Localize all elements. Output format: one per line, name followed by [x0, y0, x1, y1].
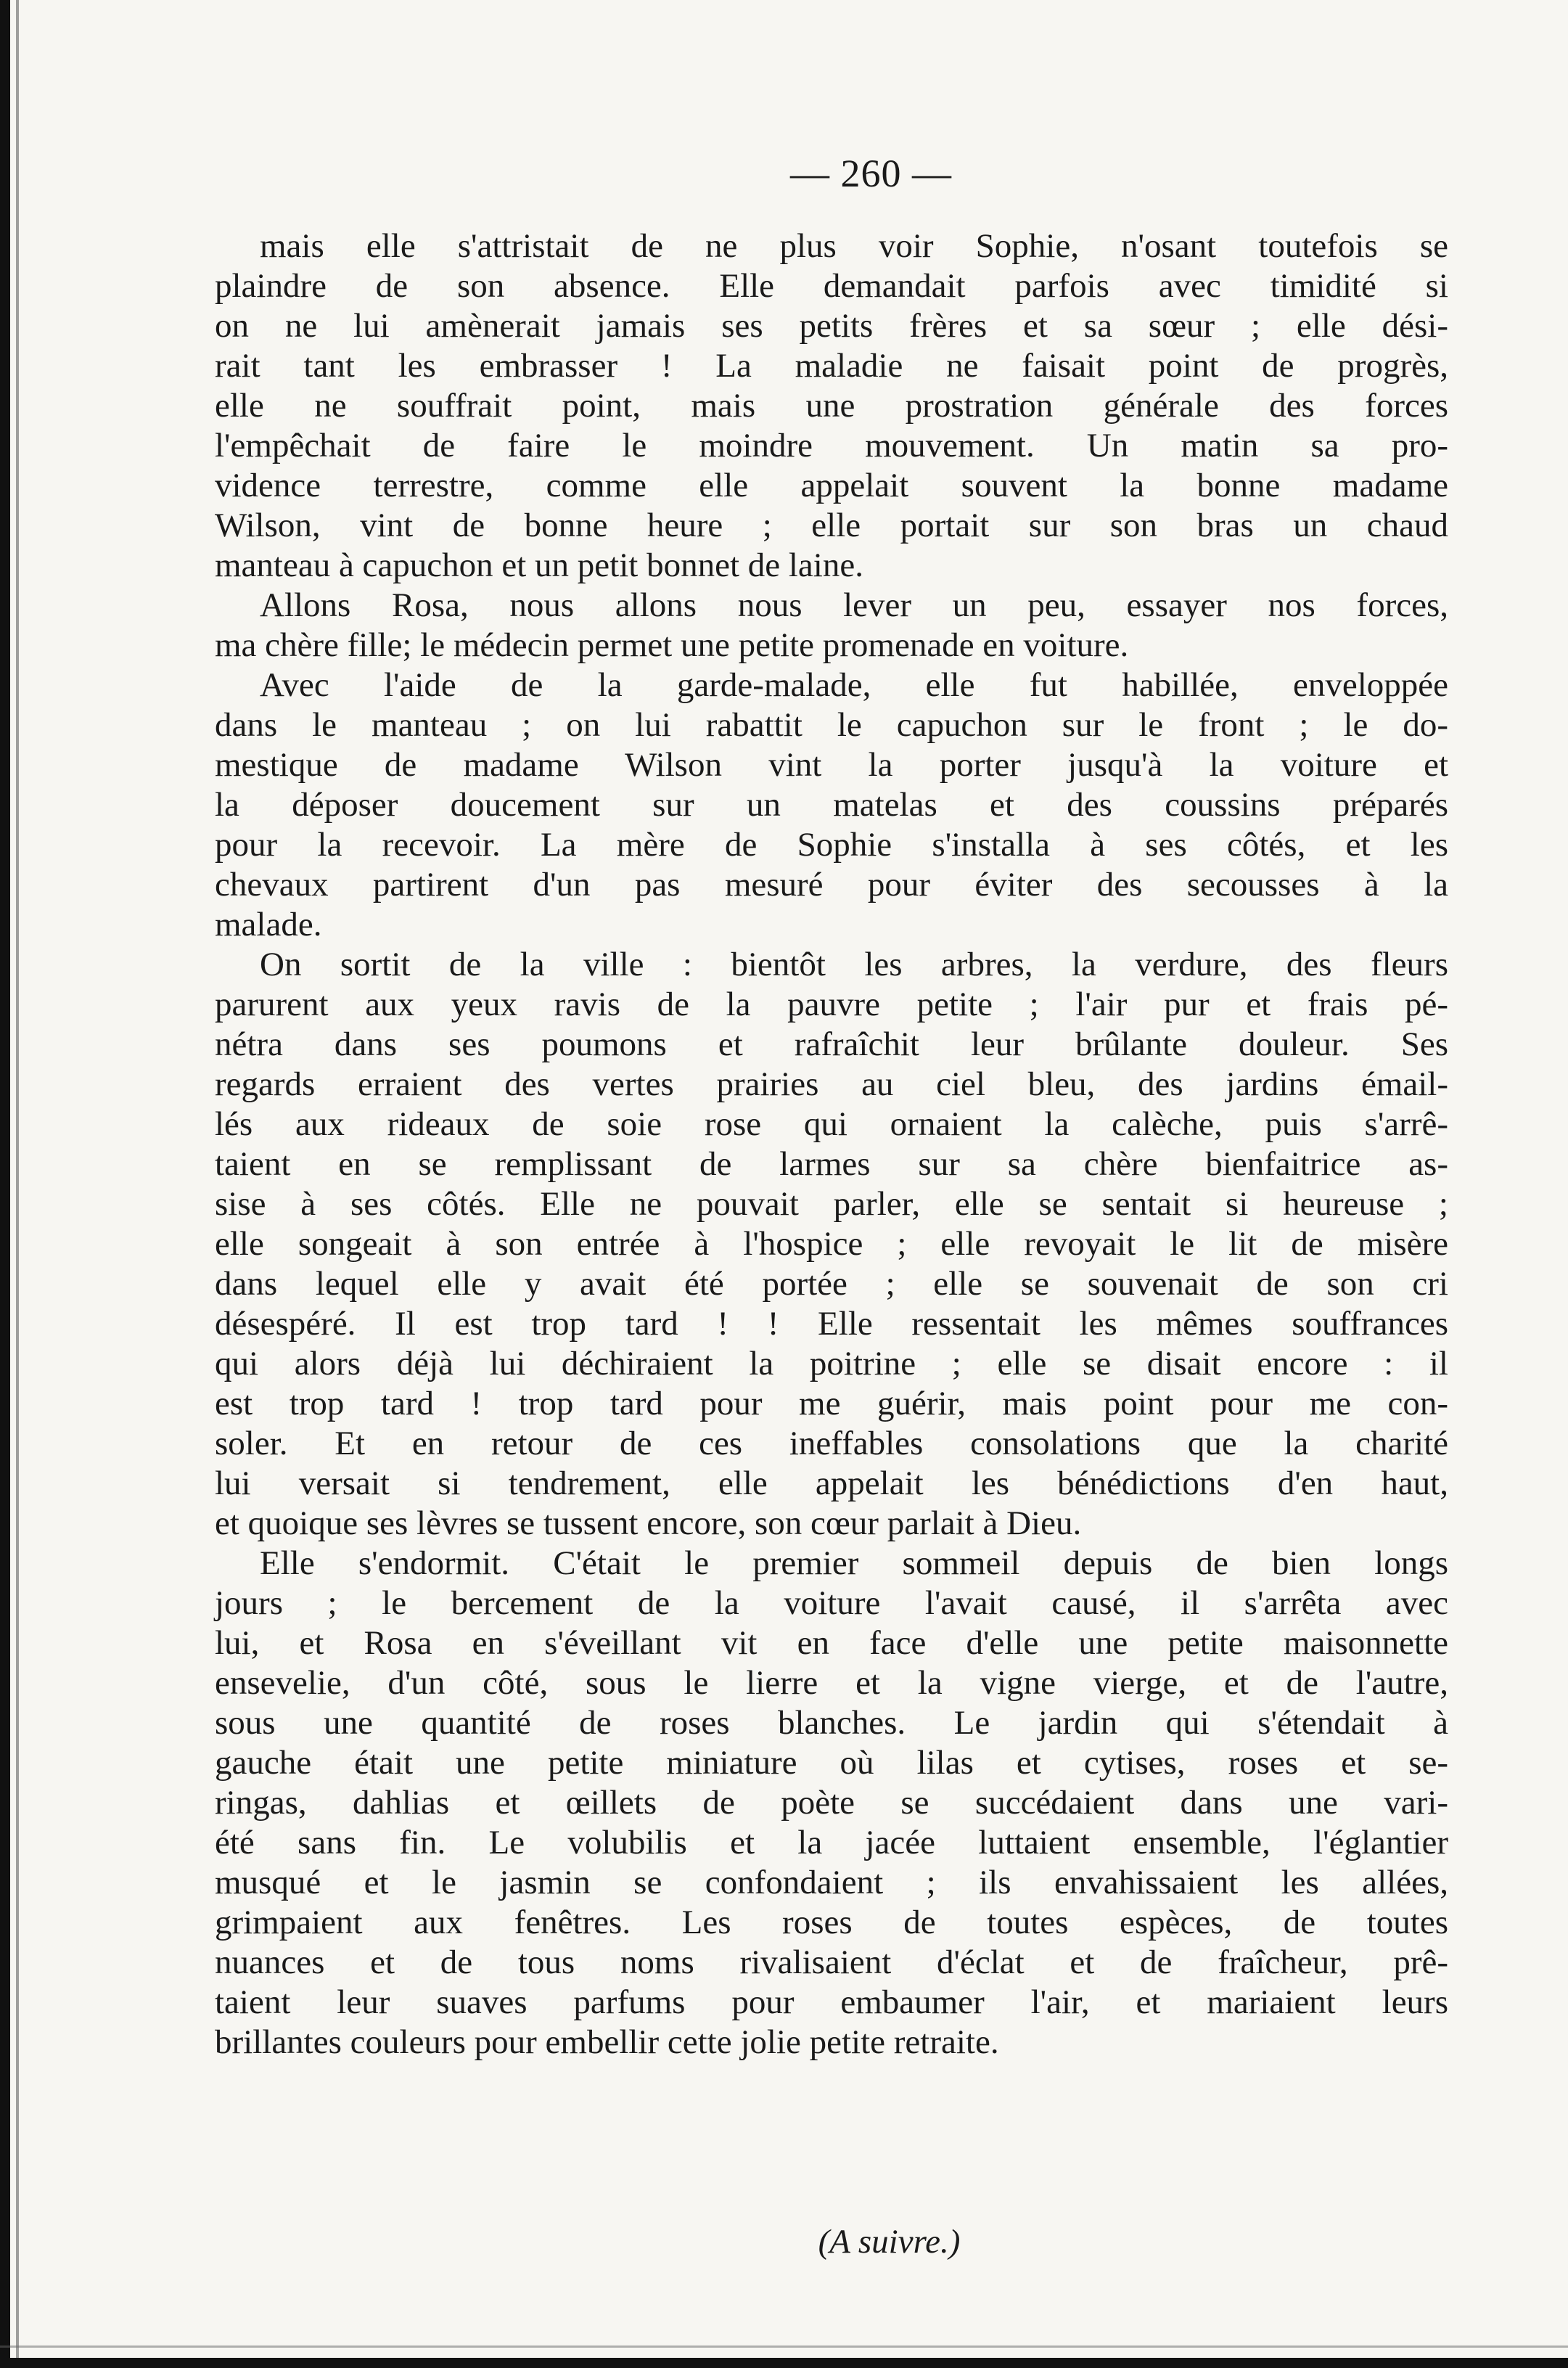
text-line: Avec l'aide de la garde-malade, elle fut habillée, enveloppée	[260, 666, 1448, 704]
text-line: gauche était une petite miniature où lilas et cytises, roses et se-	[215, 1744, 1448, 1782]
text-line: soler. Et en retour de ces ineffables consolations que la charité	[215, 1425, 1448, 1462]
text-line: Allons Rosa, nous allons nous lever un peu, essayer nos forces,	[260, 586, 1448, 624]
text-line: malade.	[215, 906, 322, 943]
text-line: on ne lui amènerait jamais ses petits frères et sa sœur ; elle dési-	[215, 307, 1448, 345]
text-line: On sortit de la ville : bientôt les arbres, la verdure, des fleurs	[260, 946, 1448, 983]
text-line: été sans fin. Le volubilis et la jacée luttaient ensemble, l'églantier	[215, 1824, 1448, 1861]
body-text	[215, 226, 1448, 2062]
text-line: dans le manteau ; on lui rabattit le capuchon sur le front ; le do-	[215, 706, 1448, 744]
text-line: mais elle s'attristait de ne plus voir Sophie, n'osant toutefois se	[260, 227, 1448, 265]
text-line: sous une quantité de roses blanches. Le jardin qui s'étendait à	[215, 1704, 1448, 1742]
text-line: vidence terrestre, comme elle appelait souvent la bonne madame	[215, 467, 1448, 504]
text-line: grimpaient aux fenêtres. Les roses de toutes espèces, de toutes	[215, 1904, 1448, 1941]
text-line: parurent aux yeux ravis de la pauvre petite ; l'air pur et frais pé-	[215, 986, 1448, 1023]
text-line: chevaux partirent d'un pas mesuré pour éviter des secousses à la	[215, 866, 1448, 904]
text-line: musqué et le jasmin se confondaient ; ils envahissaient les allées,	[215, 1864, 1448, 1901]
text-line: regards erraient des vertes prairies au ciel bleu, des jardins émail-	[215, 1065, 1448, 1103]
text-line: l'empêchait de faire le moindre mouvement. Un matin sa pro-	[215, 427, 1448, 464]
text-line: brillantes couleurs pour embellir cette jolie petite retraite.	[215, 2023, 999, 2061]
text-line: elle songeait à son entrée à l'hospice ; elle revoyait le lit de misère	[215, 1225, 1448, 1263]
continuation-note: (A suivre.)	[818, 2223, 961, 2261]
text-line: rait tant les embrasser ! La maladie ne faisait point de progrès,	[215, 347, 1448, 385]
text-line: Wilson, vint de bonne heure ; elle portait sur son bras un chaud	[215, 507, 1448, 544]
text-line: ma chère fille; le médecin permet une petite promenade en voiture.	[215, 626, 1129, 664]
scan-border-bottom-shadow	[0, 2346, 1568, 2348]
text-line: la déposer doucement sur un matelas et des coussins préparés	[215, 786, 1448, 824]
text-line: ensevelie, d'un côté, sous le lierre et la vigne vierge, et de l'autre,	[215, 1664, 1448, 1702]
text-line: plaindre de son absence. Elle demandait parfois avec timidité si	[215, 267, 1448, 305]
text-line: nétra dans ses poumons et rafraîchit leur brûlante douleur. Ses	[215, 1025, 1448, 1063]
text-line: elle ne souffrait point, mais une prostration générale des forces	[215, 387, 1448, 425]
text-line: nuances et de tous noms rivalisaient d'éclat et de fraîcheur, prê-	[215, 1943, 1448, 1981]
text-line: lui, et Rosa en s'éveillant vit en face d'elle une petite maisonnette	[215, 1624, 1448, 1662]
text-line: taient leur suaves parfums pour embaumer l'air, et mariaient leurs	[215, 1983, 1448, 2021]
text-line: lés aux rideaux de soie rose qui ornaient la calèche, puis s'arrê-	[215, 1105, 1448, 1143]
text-line: et quoique ses lèvres se tussent encore, son cœur parlait à Dieu.	[215, 1504, 1082, 1542]
page-number: — 260 —	[790, 152, 952, 195]
text-line: lui versait si tendrement, elle appelait les bénédictions d'en haut,	[215, 1464, 1448, 1502]
text-line: sise à ses côtés. Elle ne pouvait parler, elle se sentait si heureuse ;	[215, 1185, 1448, 1223]
text-line: pour la recevoir. La mère de Sophie s'installa à ses côtés, et les	[215, 826, 1448, 864]
text-line: jours ; le bercement de la voiture l'avait causé, il s'arrêta avec	[215, 1584, 1448, 1622]
text-line: dans lequel elle y avait été portée ; elle se souvenait de son cri	[215, 1265, 1448, 1303]
scan-border-left-shadow	[16, 0, 19, 2368]
text-line: taient en se remplissant de larmes sur sa chère bienfaitrice as-	[215, 1145, 1448, 1183]
text-line: Elle s'endormit. C'était le premier sommeil depuis de bien longs	[260, 1544, 1448, 1582]
text-line: qui alors déjà lui déchiraient la poitrine ; elle se disait encore : il	[215, 1345, 1448, 1382]
text-line: désespéré. Il est trop tard ! ! Elle ressentait les mêmes souffrances	[215, 1305, 1448, 1343]
text-line: mestique de madame Wilson vint la porter jusqu'à la voiture et	[215, 746, 1448, 784]
text-line: ringas, dahlias et œillets de poète se succédaient dans une vari-	[215, 1784, 1448, 1822]
scan-border-bottom	[0, 2358, 1568, 2368]
scan-border-left	[0, 0, 10, 2368]
text-line: manteau à capuchon et un petit bonnet de laine.	[215, 546, 863, 584]
text-line: est trop tard ! trop tard pour me guérir, mais point pour me con-	[215, 1385, 1448, 1422]
